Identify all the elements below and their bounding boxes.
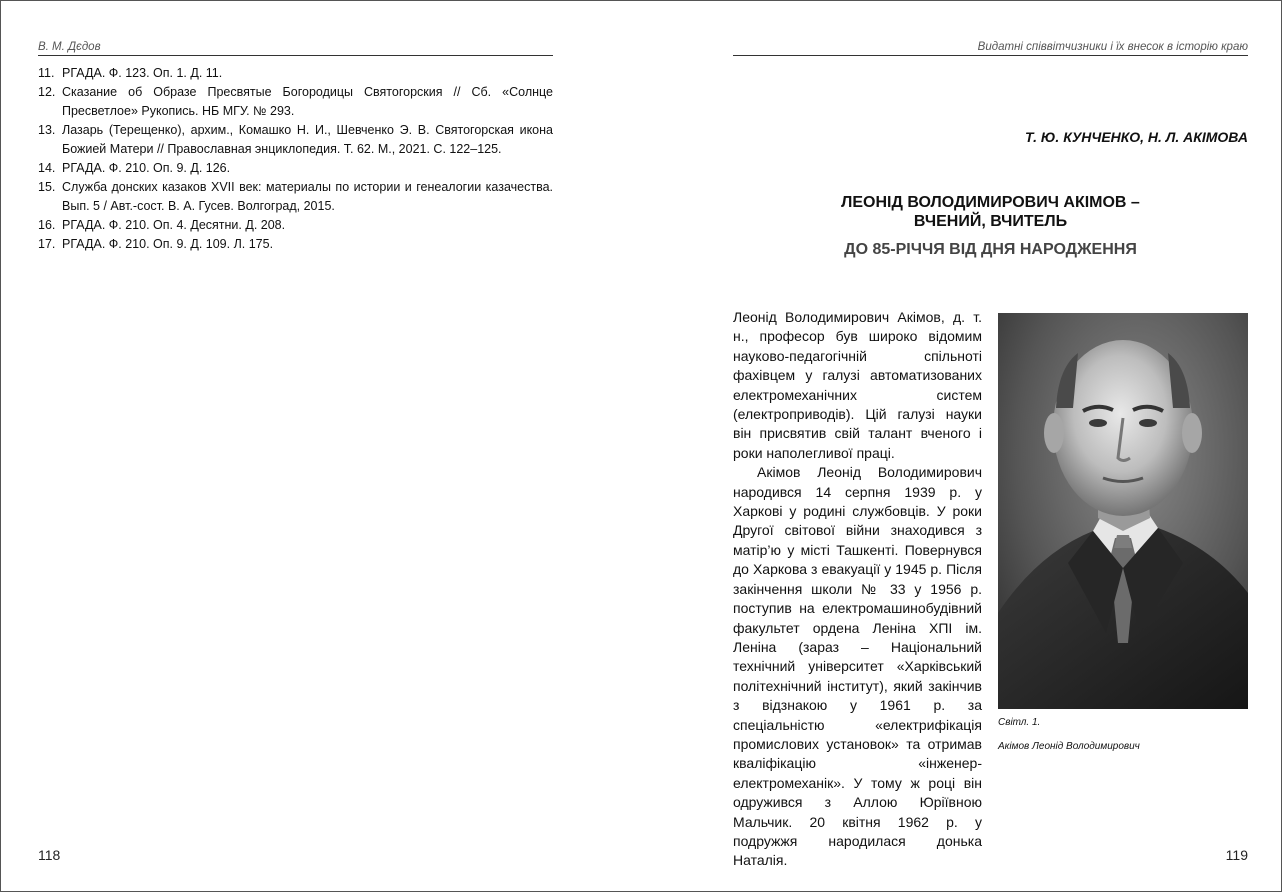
reference-text: РГАДА. Ф. 210. Оп. 4. Десятни. Д. 208. bbox=[62, 218, 286, 232]
reference-number: 12. bbox=[38, 85, 56, 99]
reference-item bbox=[38, 83, 553, 121]
reference-list bbox=[38, 64, 553, 254]
reference-number: 16. bbox=[38, 218, 56, 232]
reference-text: РГАДА. Ф. 210. Оп. 9. Д. 109. Л. 175. bbox=[62, 237, 274, 251]
portrait-photo bbox=[998, 313, 1248, 709]
page-number-left: 118 bbox=[38, 847, 61, 863]
running-head-left: В. М. Дєдов bbox=[38, 39, 553, 56]
reference-item bbox=[38, 235, 553, 254]
body-paragraph: Леонід Володимирович Акімов, д. т. н., професор був широко відомим науково-педагогічній спільноті фахівцем у галузі автоматизованих електромеханічних систем (електроприводів). Цій галузі науки він присвятив свій талант вченого і роки наполегливої праці. bbox=[733, 309, 982, 461]
article-authors: Т. Ю. КУНЧЕНКО, Н. Л. АКІМОВА bbox=[1025, 129, 1248, 145]
reference-item bbox=[38, 64, 553, 83]
reference-text: РГАДА. Ф. 210. Оп. 9. Д. 126. bbox=[62, 161, 231, 175]
article-title-line: ЛЕОНІД ВОЛОДИМИРОВИЧ АКІМОВ – bbox=[841, 194, 1140, 211]
reference-item bbox=[38, 159, 553, 178]
reference-item bbox=[38, 216, 553, 235]
running-head-right: Видатні співвітчизники і їх внесок в історію краю bbox=[733, 39, 1248, 56]
reference-text: Служба донских казаков XVII век: материалы по истории и генеалогии казачества. Вып. 5 / Авт.-сост. В. А. Гусев. Волгоград, 2015. bbox=[62, 180, 553, 213]
right-page bbox=[642, 1, 1281, 891]
article-title-line: ВЧЕНИЙ, ВЧИТЕЛЬ bbox=[913, 213, 1068, 230]
article-subtitle: ДО 85-РІЧЧЯ ВІД ДНЯ НАРОДЖЕННЯ bbox=[844, 241, 1137, 258]
caption-text: Акімов Леонід Володимирович bbox=[998, 741, 1140, 752]
article-body bbox=[733, 308, 982, 871]
reference-text: РГАДА. Ф. 123. Оп. 1. Д. 11. bbox=[62, 66, 223, 80]
reference-number: 13. bbox=[38, 123, 56, 137]
reference-text: Сказание об Образе Пресвятые Богородицы Святогорския // Сб. «Солнце Пресветлое» Рукопись. НБ МГУ. № 293. bbox=[62, 85, 553, 118]
reference-number: 11. bbox=[38, 66, 55, 80]
left-page bbox=[1, 1, 641, 891]
photo-caption bbox=[998, 717, 1248, 753]
reference-number: 17. bbox=[38, 237, 56, 251]
reference-item bbox=[38, 121, 553, 159]
page-number-right: 119 bbox=[1225, 847, 1248, 863]
body-paragraph: Акімов Леонід Володимирович народився 14 серпня 1939 р. у Харкові у родині службовців. У роки Другої світової війни знаходився з матір’ю у місті Ташкенті. Повернувся до Харкова з евакуації у 1945 р. Після закінчення школи № 33 у 1956 р. поступив на електромашинобудівний факультет ордена Леніна ХПІ ім. Леніна (зараз – Національний технічний університет «Харківський політехнічний інститут), який закінчив з відзнакою у 1961 р. за спеціальністю «електрифікація промислових установок» та отримав кваліфікацію «інженер-електромеханік». У тому ж році він одружився з Аллою Юріївною Мальчик. 20 квітня 1962 р. у подружжя народилася донька Наталія. bbox=[733, 464, 982, 869]
reference-item bbox=[38, 178, 553, 216]
reference-text: Лазарь (Терещенко), архим., Комашко Н. И., Шевченко Э. В. Святогорская икона Божией Матери // Православная энциклопедия. Т. 62. М., 2021. С. 122–125. bbox=[62, 123, 553, 156]
article-title bbox=[733, 193, 1248, 231]
caption-label: Світл. 1. bbox=[998, 717, 1041, 728]
reference-number: 15. bbox=[38, 180, 56, 194]
reference-number: 14. bbox=[38, 161, 56, 175]
